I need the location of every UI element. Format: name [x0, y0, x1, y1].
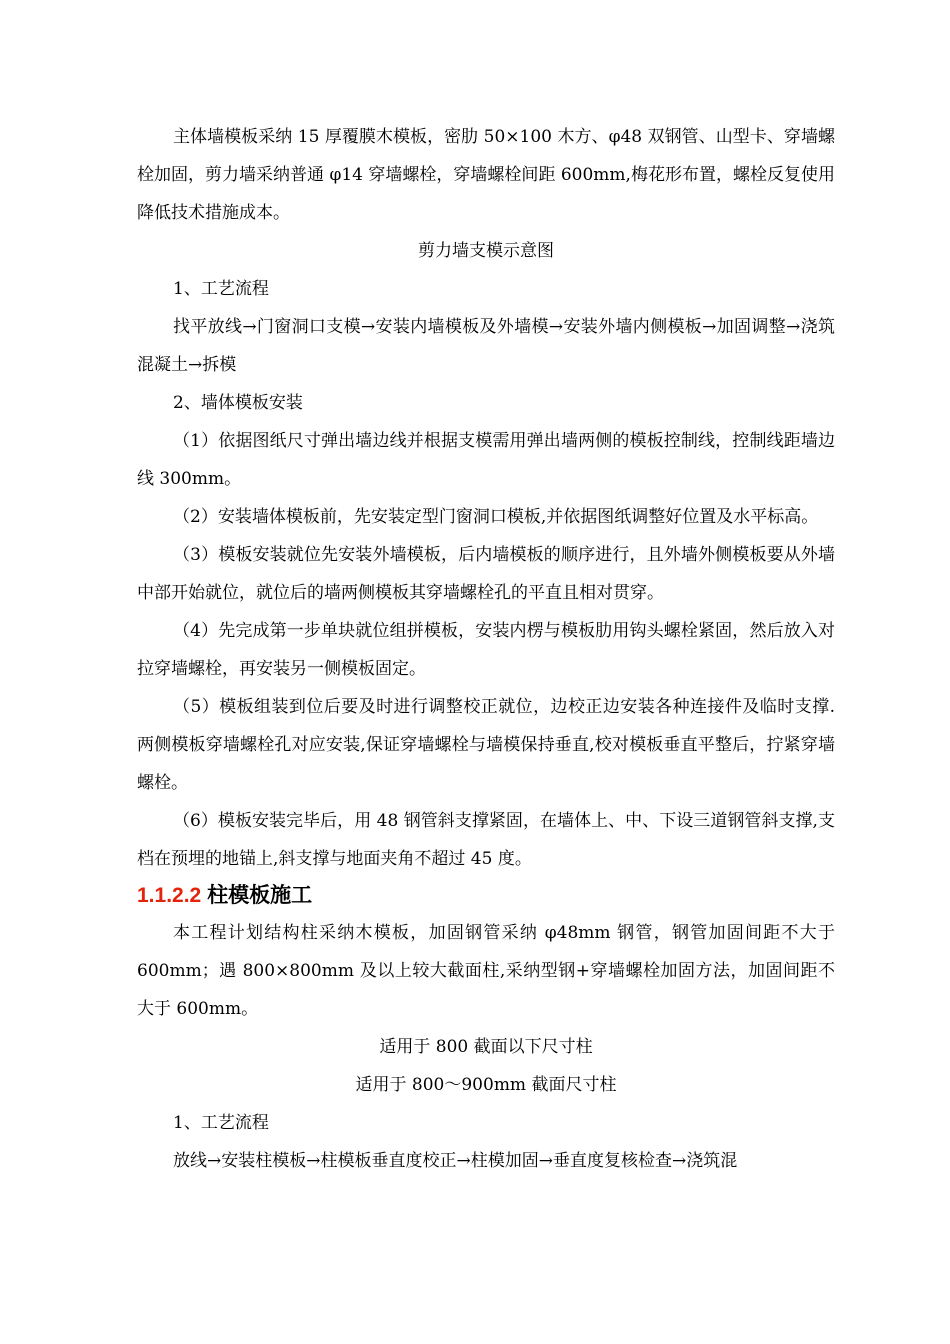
install-step-1: （1）依据图纸尺寸弹出墙边线并根据支模需用弹出墙两侧的模板控制线，控制线距墙边线 300mm。: [137, 431, 835, 489]
install-step-4: （4）先完成第一步单块就位组拼模板，安装内楞与模板肋用钩头螺栓紧固，然后放入对拉穿墙螺栓，再安装另一侧模板固定。: [137, 621, 835, 679]
install-step-5: （5）模板组装到位后要及时进行调整校正就位，边校正边安装各种连接件及临时支撑.两侧模板穿墙螺栓孔对应安装,保证穿墙螺栓与墙模保持垂直,校对模板垂直平整后，拧紧穿墙螺栓。: [137, 697, 835, 793]
figure-caption-column-large: 适用于 800～900mm 截面尺寸柱: [355, 1075, 617, 1095]
column-process-title: 1、工艺流程: [173, 1113, 269, 1133]
process-title: 1、工艺流程: [173, 279, 269, 299]
column-intro-paragraph: 本工程计划结构柱采纳木模板，加固钢管采纳 φ48mm 钢管，钢管加固间距不大于 600mm；遇 800×800mm 及以上较大截面柱,采纳型钢+穿墙螺栓加固方法，加固间距不大于 600mm。: [137, 923, 835, 1019]
install-step-3: （3）模板安装就位先安装外墙模板，后内墙模板的顺序进行，且外墙外侧模板要从外墙中部开始就位，就位后的墙两侧模板其穿墙螺栓孔的平直且相对贯穿。: [137, 545, 835, 603]
section-number: 1.1.2.2: [137, 884, 202, 907]
install-title: 2、墙体模板安装: [173, 393, 303, 413]
install-step-2: （2）安装墙体模板前，先安装定型门窗洞口模板,并依据图纸调整好位置及水平标高。: [173, 507, 819, 527]
column-process-flow: 放线→安装柱模板→柱模板垂直度校正→柱模加固→垂直度复核检查→浇筑混: [173, 1151, 738, 1171]
section-title: 柱模板施工: [207, 884, 313, 907]
wall-formwork-paragraph: 主体墙模板采纳 15 厚覆膜木模板，密肋 50×100 木方、φ48 双钢管、山型卡、穿墙螺栓加固，剪力墙采纳普通 φ14 穿墙螺栓，穿墙螺栓间距 600mm,梅花形布置，螺栓反复使用降低技术措施成本。: [137, 127, 835, 223]
process-flow-paragraph: 找平放线→门窗洞口支模→安装内墙模板及外墙模→安装外墙内侧模板→加固调整→浇筑混凝土→拆模: [137, 317, 835, 375]
section-heading: [137, 878, 835, 914]
figure-caption-shear-wall: 剪力墙支模示意图: [418, 241, 554, 261]
figure-caption-column-small: 适用于 800 截面以下尺寸柱: [379, 1037, 593, 1057]
install-step-6: （6）模板安装完毕后，用 48 钢管斜支撑紧固，在墙体上、中、下设三道钢管斜支撑,支档在预埋的地锚上,斜支撑与地面夹角不超过 45 度。: [137, 811, 835, 869]
document-page: [137, 118, 835, 1180]
